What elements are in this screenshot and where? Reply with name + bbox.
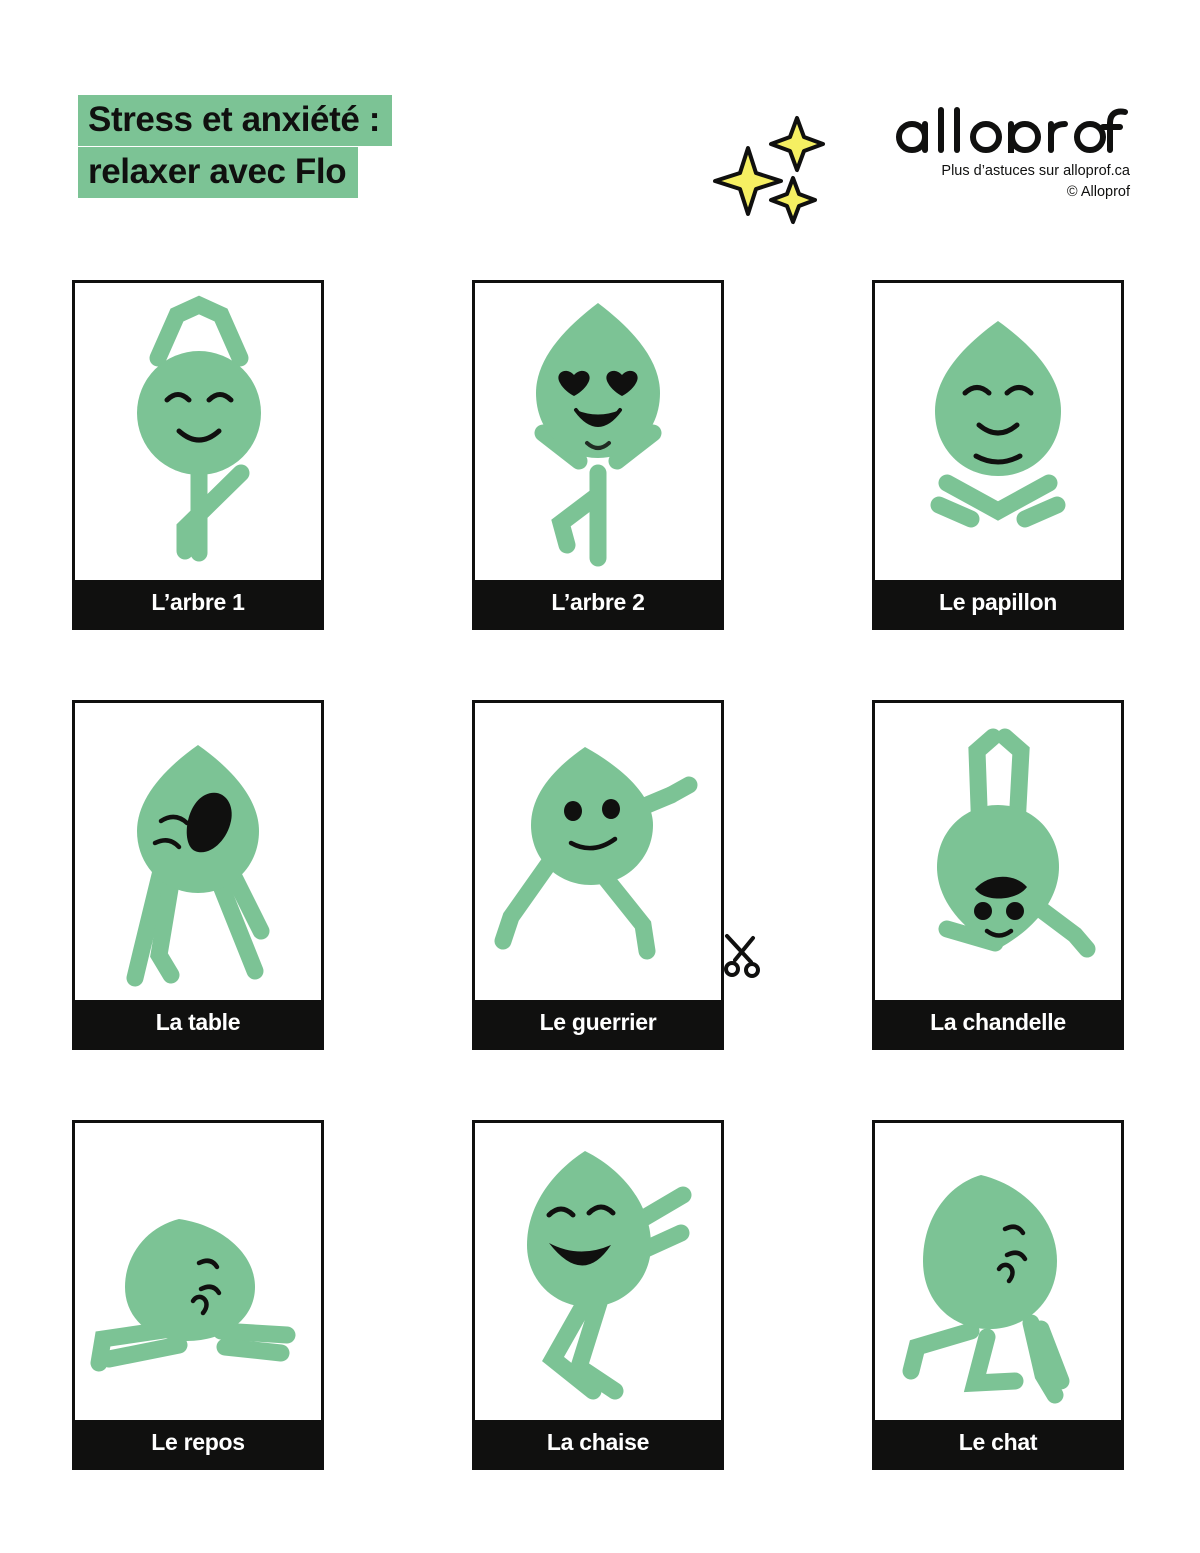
alloprof-logo [894, 105, 1130, 153]
pose-card[interactable] [872, 700, 1124, 1050]
tree-1-pose-illustration [75, 283, 321, 580]
pose-card[interactable] [72, 280, 324, 630]
pose-card[interactable] [72, 700, 324, 1050]
page-title-line-1: Stress et anxiété : [78, 95, 392, 146]
brand-logo-block [870, 105, 1130, 203]
butterfly-pose-illustration [875, 283, 1121, 580]
pose-card[interactable] [472, 280, 724, 630]
page-header [78, 95, 1130, 245]
pose-card[interactable] [872, 1120, 1124, 1470]
logo-subtitle: Plus d’astuces sur alloprof.ca [941, 163, 1130, 179]
pose-card-label: L’arbre 2 [475, 580, 721, 627]
pose-card-label: Le guerrier [475, 1000, 721, 1047]
cat-pose-illustration [875, 1123, 1121, 1420]
pose-card-grid [72, 280, 1132, 1470]
pose-card-label: Le repos [75, 1420, 321, 1467]
pose-card[interactable] [472, 700, 724, 1050]
copyright-text: © Alloprof [1066, 184, 1130, 201]
pose-card-label: La chandelle [875, 1000, 1121, 1047]
page-title [78, 95, 548, 199]
scissors-icon [723, 932, 763, 982]
pose-card-label: L’arbre 1 [75, 580, 321, 627]
warrior-pose-illustration [475, 703, 721, 1000]
candle-pose-illustration [875, 703, 1121, 1000]
page-title-line-2: relaxer avec Flo [78, 147, 358, 198]
chair-pose-illustration [475, 1123, 721, 1420]
tree-2-pose-illustration [475, 283, 721, 580]
pose-card-label: La table [75, 1000, 321, 1047]
pose-card[interactable] [472, 1120, 724, 1470]
pose-card-label: Le papillon [875, 580, 1121, 627]
pose-card-label: La chaise [475, 1420, 721, 1467]
pose-card-label: Le chat [875, 1420, 1121, 1467]
table-pose-illustration [75, 703, 321, 1000]
pose-card[interactable] [72, 1120, 324, 1470]
rest-pose-illustration [75, 1123, 321, 1420]
pose-card[interactable] [872, 280, 1124, 630]
sparkles-icon [708, 115, 848, 245]
